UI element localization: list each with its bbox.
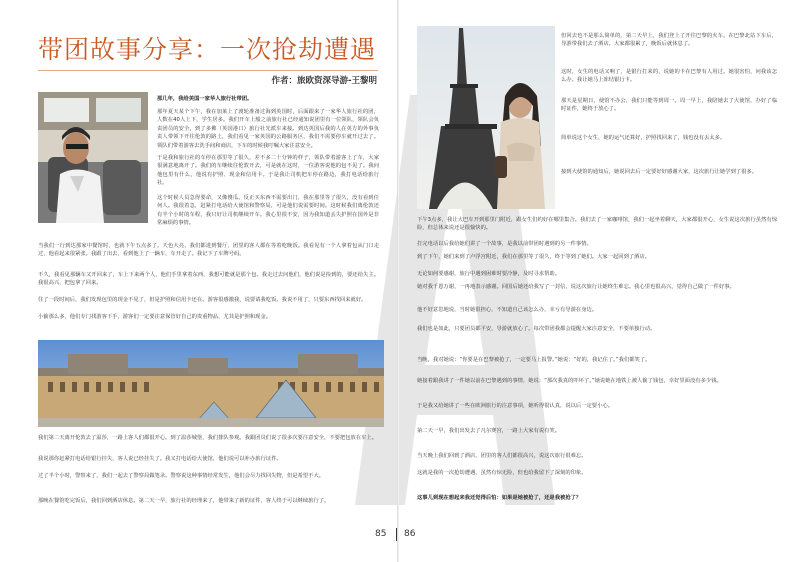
intro-paragraph-1: 那几年，我给美国一家华人旅行社带团。	[157, 96, 253, 102]
body-paragraph-2: 当我们一行到达那家中餐馆时，也就下午五点多了。天色大亮，我们都进到餐厅，团里的客人都在等着吃晚饭。我看见有一个人拿着包从门口走过，他看起来很紧张。我跟了出去，看到他上了一辆车，车开走了。我记下了车牌号码。	[38, 243, 379, 258]
right-bottom-paragraph-3: 于是我又给她讲了一些在欧洲旅行的注意事项，她听得很认真，说以后一定要小心。	[417, 403, 613, 409]
bottom-paragraph-2: 我说那你赶紧打电话给银行挂失，客人说已经挂失了。我又打电话给大使馆，他们说可以补办旅行证件。	[38, 456, 282, 462]
bottom-paragraph-3: 过了半个小时，警察来了，我们一起去了警察局做笔录。警察说这种事情经常发生，他们会尽力找回失物，但是希望不大。	[38, 473, 325, 479]
right-mid-paragraph-6: 他不好意思地说，当时她很担心，不知道自己该怎么办，幸亏有导游在身边。	[417, 307, 598, 313]
author-photo	[38, 92, 148, 223]
right-mid-paragraph-7: 我们也是如此，只要团员都平安，导游就放心了。每次带团我都会提醒大家注意安全，不要单独行动。	[417, 326, 656, 332]
right-top-paragraph-1: 但回去也不是那么简单的，第二天早上，我们登上了开往巴黎的火车。在巴黎北站下车后，导游带我们去了酒店。大家都很累了，晚饭后就休息了。	[561, 33, 777, 48]
right-top-paragraph-5: 接到大使馆的通知后，她说回去后一定要好好感谢大家，这次旅行让她学到了很多。	[561, 169, 757, 175]
body-paragraph-1: 这个时候人员急得要命，又像傻瓜，反正买东西不需要出门，我在那里等了很久，没有看到任何人。我很着急，赶紧打电话给大使馆和警察局，可是他们说需要时间。这时候我们离伦敦还有半个小时的车程，我只好让司机继续开车。我心里很不安，因为我知道丢失护照在国外是非常麻烦的事情。	[157, 195, 379, 227]
right-top-paragraph-2: 这时，女生的电话又响了，是银行打来的，说她的卡在巴黎有人用过。她很害怕，问我该怎么办。我让她马上冻结银行卡。	[561, 69, 777, 84]
right-bottom-paragraph-7: 这事儿到现在想起来我还觉得后怕：如果是她被抢了，还是我被抢了？	[417, 495, 582, 501]
page-number-right: 86	[404, 529, 416, 539]
body-paragraph-3: 不久，我看见那辆车又开回来了，车上下来两个人，他们手里拿着东西，我想可能就是那个包。我走过去问他们，他们说是捡到的，要还给失主。我很高兴，把包拿了回来。	[38, 272, 379, 287]
article-title: 带团故事分享：一次抢劫遭遇	[38, 35, 377, 64]
body-paragraph-4: 住了一段时间后，我们发现包里的现金不见了，但是护照和信用卡还在。游客很感激我，说要请我吃饭。我说不用了，只要东西找回来就好。	[38, 297, 367, 303]
right-top-paragraph-3: 那天是星期日，使馆不办公，我们只能等到周一。周一早上，我陪她去了大使馆，办好了临时证件，她终于放心了。	[561, 98, 777, 113]
right-bottom-paragraph-6: 这就是我的一次抢劫遭遇，虽然有惊无险，但也给我留下了深刻的印象。	[417, 470, 587, 476]
right-bottom-paragraph-4: 第二天一早，我们出发去了凡尔赛宫，一路上大家有说有笑。	[417, 428, 561, 434]
right-mid-paragraph-4: 无论如何要感谢，旅行中遇到困难时要冷静，及时寻求帮助。	[417, 271, 561, 277]
right-top-paragraph-4: 简单说这个女生，她的运气还算好，护照找回来了，钱也没有丢太多。	[561, 135, 726, 141]
body-paragraph-5: 小偷那么多，他们专门找游客下手，游客们一定要注意保管好自己的贵重物品，尤其是护照和现金。	[38, 314, 272, 320]
right-bottom-paragraph-5: 当天晚上我们回到了酒店，团里的客人们都很高兴，说这次旅行很难忘。	[417, 453, 587, 459]
intro-paragraph-2: 那年夏天某个下午，我在加莱上了渡轮准备过海到英国时，后面跟来了一家华人旅行社的团，人数在40人上下，学生居多。我们开车上船之前旅行社已经通知说团里有一位领队，领队会负责团员的安全，到了多佛（英国港口）旅行社先派车来接。到达英国后我的人在英方的外事负责人带领下开往伦敦的路上，我们看见一家英国的公路服务区，我们不需要停车就开过去了。领队们带着游客去洗手间和商店，下车的时候我叮嘱大家注意安全。	[157, 109, 379, 149]
right-page	[399, 0, 795, 562]
right-mid-paragraph-5: 她对我千恩万谢，一再地表示感谢。回国后她还给我写了一封信，说这次旅行让她终生难忘。我心里也很高兴，觉得自己做了一件好事。	[417, 284, 735, 290]
bottom-paragraph-4: 那晚在餐馆吃完饭后，我们回到酒店休息。第二天一早，旅行社的经理来了，他带来了新的证件，客人终于可以继续旅行了。	[38, 498, 330, 504]
left-page	[0, 0, 397, 562]
right-mid-paragraph-3: 到了下午，她们来到了卢浮宫附近，我们在那里等了很久，终于等到了她们。大家一起回到了酒店。	[417, 254, 651, 260]
eiffel-tower-photo	[417, 26, 555, 209]
title-rule	[38, 70, 378, 71]
louvre-photo	[38, 340, 384, 427]
bottom-paragraph-1: 我们第二天离开伦敦去了温莎，一路上客人们都很开心。到了温莎城堡，我们排队参观。我跟团员们说了很多次要注意安全，不要把包放在车上。	[38, 435, 378, 441]
article-byline: 作者：旅欧资深导游-王黎明	[271, 76, 377, 86]
intro-paragraph-3: 于是我和旅行社的车停在那里等了很久，差不多二十分钟的样子，领队带着游客上了车，大家很满意地离开了。我们的车继续往伦敦开去，可是就在这时，一位游客说他的包不见了。我问他包里有什么，他说有护照、现金和信用卡。于是我让司机把车停在路边，我打电话给旅行社。	[157, 155, 379, 187]
right-bottom-paragraph-2: 她接着跟我讲了一件她以前在巴黎遇到的事情，她说：“那次我真的吓坏了。”她说她在地铁上被人偷了钱包，幸好里面没有多少钱。	[417, 378, 722, 384]
right-mid-paragraph-1: 下午3点多，我让大巴车开到那里门附近，跟女生们约好在哪里集合。我们去了一家咖啡馆，我们一起坐着聊天，大家都很开心，女生说这次旅行虽然有惊险，但总体来说还是很愉快的。	[417, 217, 777, 232]
page-number-separator	[396, 528, 397, 541]
page-number-left: 85	[375, 529, 387, 539]
right-mid-paragraph-2: 打完电话以后我给她们讲了一个故事，是我以前带团时遇到的另一件事情。	[417, 241, 592, 247]
right-bottom-paragraph-1: 当晚，我对她说：“你要是在巴黎被抢了，一定要马上报警。”她说：“好的，我记住了。”我们都笑了。	[417, 357, 651, 363]
